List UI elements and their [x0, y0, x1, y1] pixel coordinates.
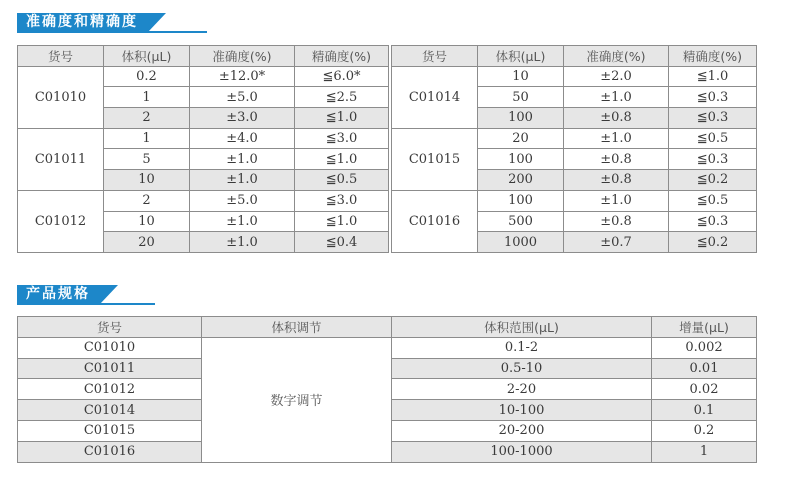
model-cell: C01012 [18, 379, 202, 400]
model-cell: C01016 [392, 190, 478, 252]
volume-cell: 0.2 [104, 66, 190, 87]
volume-cell: 20 [478, 128, 564, 149]
spec-section-title: 产品规格 [17, 285, 100, 304]
spec-section-header [17, 285, 118, 304]
accuracy-header-cell: 精确度(%) [669, 46, 757, 67]
accuracy-cell: ±4.0 [190, 128, 295, 149]
precision-cell: ≦6.0* [295, 66, 389, 87]
model-cell: C01012 [18, 190, 104, 252]
accuracy-table-left [17, 45, 389, 253]
volume-range-cell: 0.1-2 [392, 337, 652, 358]
table-row [392, 190, 757, 211]
precision-cell: ≦0.3 [669, 149, 757, 170]
table-row [18, 66, 389, 87]
precision-cell: ≦0.2 [669, 232, 757, 253]
precision-cell: ≦0.3 [669, 211, 757, 232]
volume-cell: 1 [104, 128, 190, 149]
volume-range-cell: 2-20 [392, 379, 652, 400]
adjustment-cell: 数字调节 [202, 337, 392, 462]
increment-cell: 0.01 [652, 358, 757, 379]
model-cell: C01014 [18, 400, 202, 421]
model-cell: C01015 [392, 128, 478, 190]
accuracy-cell: ±5.0 [190, 87, 295, 108]
volume-range-cell: 0.5-10 [392, 358, 652, 379]
volume-cell: 100 [478, 108, 564, 129]
precision-cell: ≦3.0 [295, 190, 389, 211]
model-cell: C01016 [18, 441, 202, 462]
volume-cell: 200 [478, 170, 564, 191]
precision-cell: ≦1.0 [295, 211, 389, 232]
model-cell: C01014 [392, 66, 478, 128]
accuracy-cell: ±0.8 [564, 149, 669, 170]
volume-cell: 1 [104, 87, 190, 108]
volume-cell: 10 [478, 66, 564, 87]
precision-cell: ≦2.5 [295, 87, 389, 108]
precision-cell: ≦0.5 [669, 128, 757, 149]
spec-section-rule [17, 303, 155, 305]
accuracy-cell: ±1.0 [190, 170, 295, 191]
volume-cell: 500 [478, 211, 564, 232]
volume-cell: 50 [478, 87, 564, 108]
accuracy-cell: ±0.8 [564, 211, 669, 232]
model-cell: C01010 [18, 66, 104, 128]
precision-cell: ≦0.3 [669, 87, 757, 108]
model-cell: C01011 [18, 128, 104, 190]
accuracy-cell: ±1.0 [190, 149, 295, 170]
accuracy-cell: ±0.7 [564, 232, 669, 253]
accuracy-cell: ±1.0 [564, 190, 669, 211]
accuracy-header-cell: 体积(μL) [104, 46, 190, 67]
table-row [392, 66, 757, 87]
spec-header-cell: 体积范围(μL) [392, 317, 652, 338]
spec-header-cell: 增量(μL) [652, 317, 757, 338]
accuracy-cell: ±1.0 [190, 211, 295, 232]
precision-cell: ≦0.3 [669, 108, 757, 129]
volume-cell: 100 [478, 190, 564, 211]
accuracy-cell: ±0.8 [564, 108, 669, 129]
spec-table [17, 316, 757, 463]
spec-header-cell: 体积调节 [202, 317, 392, 338]
volume-range-cell: 100-1000 [392, 441, 652, 462]
accuracy-header-cell: 准确度(%) [564, 46, 669, 67]
precision-cell: ≦0.5 [669, 190, 757, 211]
volume-cell: 100 [478, 149, 564, 170]
precision-cell: ≦1.0 [669, 66, 757, 87]
precision-cell: ≦1.0 [295, 108, 389, 129]
increment-cell: 0.02 [652, 379, 757, 400]
accuracy-header-cell: 货号 [18, 46, 104, 67]
table-row [392, 128, 757, 149]
spec-header-row [18, 317, 757, 338]
accuracy-section-header [17, 13, 166, 32]
accuracy-section-title: 准确度和精确度 [17, 13, 148, 32]
accuracy-header-cell: 货号 [392, 46, 478, 67]
accuracy-header-cell: 体积(μL) [478, 46, 564, 67]
accuracy-section-rule [17, 31, 207, 33]
increment-cell: 0.002 [652, 337, 757, 358]
precision-cell: ≦3.0 [295, 128, 389, 149]
accuracy-header-cell: 准确度(%) [190, 46, 295, 67]
accuracy-cell: ±0.8 [564, 170, 669, 191]
volume-cell: 2 [104, 108, 190, 129]
accuracy-cell: ±3.0 [190, 108, 295, 129]
accuracy-cell: ±1.0 [564, 87, 669, 108]
precision-cell: ≦1.0 [295, 149, 389, 170]
accuracy-cell: ±1.0 [564, 128, 669, 149]
spec-header-cell: 货号 [18, 317, 202, 338]
section-header-tip [148, 13, 166, 32]
table-row [18, 190, 389, 211]
volume-cell: 10 [104, 170, 190, 191]
accuracy-cell: ±1.0 [190, 232, 295, 253]
table-row [18, 337, 757, 358]
volume-range-cell: 20-200 [392, 420, 652, 441]
accuracy-header-cell: 精确度(%) [295, 46, 389, 67]
volume-cell: 5 [104, 149, 190, 170]
increment-cell: 0.1 [652, 400, 757, 421]
volume-cell: 10 [104, 211, 190, 232]
accuracy-cell: ±12.0* [190, 66, 295, 87]
accuracy-header-row [392, 46, 757, 67]
volume-cell: 2 [104, 190, 190, 211]
model-cell: C01015 [18, 420, 202, 441]
volume-cell: 20 [104, 232, 190, 253]
accuracy-table-right [391, 45, 757, 253]
section-header-tip [100, 285, 118, 304]
precision-cell: ≦0.2 [669, 170, 757, 191]
volume-cell: 1000 [478, 232, 564, 253]
table-row [18, 128, 389, 149]
model-cell: C01011 [18, 358, 202, 379]
accuracy-cell: ±5.0 [190, 190, 295, 211]
increment-cell: 0.2 [652, 420, 757, 441]
accuracy-cell: ±2.0 [564, 66, 669, 87]
model-cell: C01010 [18, 337, 202, 358]
accuracy-header-row [18, 46, 389, 67]
volume-range-cell: 10-100 [392, 400, 652, 421]
increment-cell: 1 [652, 441, 757, 462]
precision-cell: ≦0.5 [295, 170, 389, 191]
precision-cell: ≦0.4 [295, 232, 389, 253]
